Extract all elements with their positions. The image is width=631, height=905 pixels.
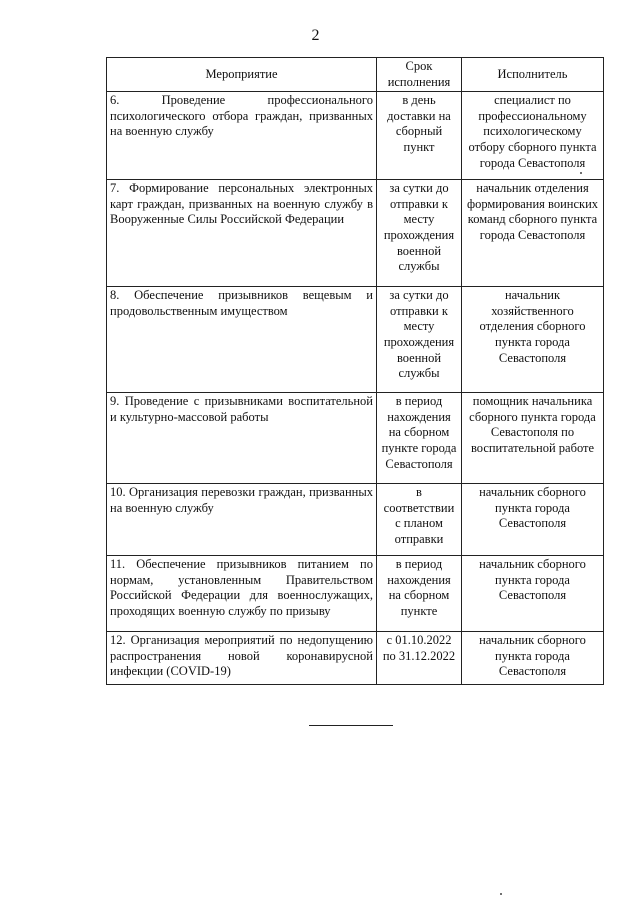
table-row [107,484,604,556]
scan-speck [580,172,582,174]
executor-cell: помощник начальника сборного пункта города Севастополя по воспитательной работе [462,393,604,484]
executor-cell: начальник сборного пункта города Севастополя [462,632,604,685]
event-cell: 10. Организация перевозки граждан, призванных на военную службу [107,484,377,556]
event-cell: 8. Обеспечение призывников вещевым и продовольственным имуществом [107,287,377,393]
deadline-cell: в период нахождения на сборном пункте города Севастополя [377,393,462,484]
signature-line [309,725,393,726]
executor-cell: начальник хозяйственного отделения сборного пункта города Севастополя [462,287,604,393]
table-row [107,92,604,180]
events-table [106,57,604,685]
deadline-cell: за сутки до отправки к месту прохождения военной службы [377,287,462,393]
event-cell: 9. Проведение с призывниками воспитательной и культурно-массовой работы [107,393,377,484]
event-cell: 7. Формирование персональных электронных карт граждан, призванных на военную службу в Вооруженные Силы Российской Федерации [107,180,377,287]
deadline-cell: в период нахождения на сборном пункте [377,556,462,632]
executor-cell: специалист по профессиональному психологическому отбору сборного пункта города Севастополя [462,92,604,180]
table-row [107,180,604,287]
page-number: 2 [311,27,320,44]
event-cell: 11. Обеспечение призывников питанием по нормам, установленным Правительством Российской Федерации для военнослужащих, проходящих военную службу по призыву [107,556,377,632]
event-cell: 6. Проведение профессионального психологического отбора граждан, призванных на военную службу [107,92,377,180]
table-row [107,393,604,484]
table-row [107,632,604,685]
executor-cell: начальник сборного пункта города Севастополя [462,484,604,556]
header-executor: Исполнитель [462,58,604,92]
executor-cell: начальник сборного пункта города Севастополя [462,556,604,632]
table-row [107,287,604,393]
executor-cell: начальник отделения формирования воинских команд сборного пункта города Севастополя [462,180,604,287]
table-row [107,556,604,632]
event-cell: 12. Организация мероприятий по недопущению распространения новой коронавирусной инфекции (COVID-19) [107,632,377,685]
deadline-cell: за сутки до отправки к месту прохождения военной службы [377,180,462,287]
scan-speck [500,893,502,895]
header-event: Мероприятие [107,58,377,92]
table-header-row [107,58,604,92]
deadline-cell: с 01.10.2022 по 31.12.2022 [377,632,462,685]
deadline-cell: в соответствии с планом отправки [377,484,462,556]
header-deadline: Срок исполнения [377,58,462,92]
deadline-cell: в день доставки на сборный пункт [377,92,462,180]
